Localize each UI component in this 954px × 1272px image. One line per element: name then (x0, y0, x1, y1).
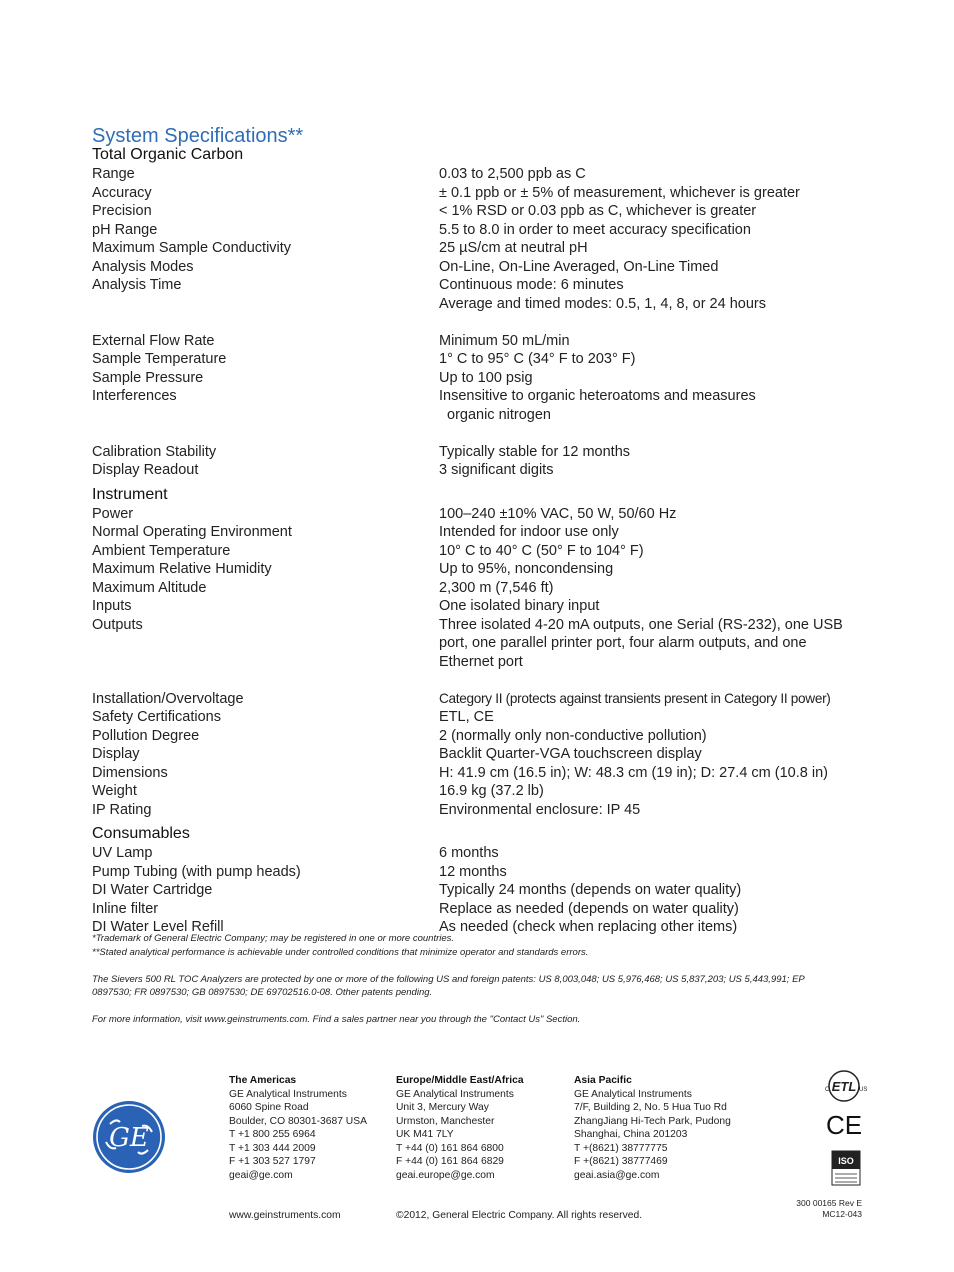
spec-value-line: Minimum 50 mL/min (439, 332, 570, 349)
spec-value (439, 690, 872, 709)
spec-label: Maximum Altitude (92, 579, 207, 596)
spec-value-line: 5.5 to 8.0 in order to meet accuracy specification (439, 221, 751, 238)
etl-us-label: US (859, 1087, 868, 1093)
spec-value (439, 276, 872, 313)
spec-value-line: 10° C to 40° C (50° F to 104° F) (439, 542, 644, 559)
address-line: ZhangJiang Hi-Tech Park, Pudong (574, 1115, 731, 1127)
spec-row (92, 461, 872, 480)
spec-value-line: 2 (normally only non-conductive pollution) (439, 727, 707, 744)
spec-row (92, 258, 872, 277)
spec-row (92, 332, 872, 351)
spec-label: Pump Tubing (with pump heads) (92, 863, 301, 880)
spec-value (439, 505, 872, 524)
section-heading-instrument: Instrument (92, 485, 168, 503)
phone-line: T +1 800 255 6964 (229, 1129, 316, 1140)
spec-row (92, 523, 872, 542)
spec-value-line: 3 significant digits (439, 462, 554, 478)
section-heading-toc: Total Organic Carbon (92, 146, 244, 163)
spec-row (92, 690, 872, 709)
spec-value-line: 12 months (439, 863, 507, 880)
spec-row (92, 560, 872, 579)
spec-value (439, 239, 872, 258)
spec-label: Sample Temperature (92, 351, 227, 367)
spec-value-line: port, one parallel printer port, four alarm outputs, and one (439, 635, 807, 651)
email-link[interactable]: geai.europe@ge.com (396, 1169, 495, 1181)
spec-value-line: 6 months (439, 845, 499, 861)
document-number (790, 1198, 862, 1220)
spec-label: Weight (92, 783, 137, 799)
spec-row (92, 184, 872, 203)
address-line: Urmston, Manchester (396, 1115, 495, 1127)
copyright-notice: ©2012, General Electric Company. All rights reserved. (396, 1210, 643, 1221)
address-line: 6060 Spine Road (229, 1102, 309, 1113)
email-link[interactable]: geai.asia@ge.com (574, 1169, 660, 1181)
etl-c-label: C (825, 1087, 830, 1093)
section-toc-rows (92, 165, 872, 480)
spec-label: pH Range (92, 221, 158, 238)
spec-value-line: Ethernet port (439, 653, 523, 670)
phone-line: T +44 (0) 161 864 6800 (396, 1142, 504, 1154)
spec-value-line: 1° C to 95° C (34° F to 203° F) (439, 351, 636, 367)
address-americas (229, 1074, 367, 1182)
spec-value-line: organic nitrogen (447, 406, 551, 423)
spec-value (439, 597, 872, 616)
spec-value-line: < 1% RSD or 0.03 ppb as C, whichever is greater (439, 203, 757, 219)
spec-value-line: On-Line, On-Line Averaged, On-Line Timed (439, 258, 719, 275)
phone-line: T +(8621) 38777775 (574, 1142, 668, 1154)
address-line: Unit 3, Mercury Way (396, 1102, 489, 1113)
spec-label: Analysis Modes (92, 258, 194, 275)
spec-label: Accuracy (92, 184, 152, 201)
spec-row (92, 221, 872, 240)
spec-row (92, 708, 872, 727)
spec-row (92, 844, 872, 863)
spec-value-line: Typically 24 months (depends on water quality) (439, 882, 742, 898)
spec-label: Ambient Temperature (92, 542, 231, 559)
fax-line: F +44 (0) 161 864 6829 (396, 1156, 504, 1167)
ce-mark-text: CE (825, 1110, 863, 1140)
spec-value (439, 616, 872, 672)
address-line: UK M41 7LY (396, 1129, 454, 1140)
spec-row (92, 745, 872, 764)
spec-value (439, 332, 872, 351)
spec-label: Dimensions (92, 764, 168, 781)
spec-row (92, 579, 872, 598)
spec-label: Interferences (92, 388, 177, 404)
spec-value-line: Up to 100 psig (439, 369, 533, 386)
spec-label: DI Water Cartridge (92, 882, 213, 898)
spec-label: Maximum Relative Humidity (92, 561, 272, 577)
address-europe (396, 1074, 524, 1182)
address-line: GE Analytical Instruments (229, 1088, 347, 1100)
spec-value (439, 764, 872, 783)
spec-row (92, 727, 872, 746)
spec-label: Range (92, 166, 135, 182)
spec-row (92, 443, 872, 462)
spec-row (92, 202, 872, 221)
spec-row (92, 165, 872, 184)
spec-value (439, 881, 872, 900)
spec-label: Outputs (92, 616, 143, 633)
spec-value (439, 202, 872, 221)
address-line: Shanghai, China 201203 (574, 1129, 688, 1140)
spec-label: Display Readout (92, 462, 199, 478)
spec-value-line: Backlit Quarter-VGA touchscreen display (439, 746, 702, 762)
spec-value (439, 844, 872, 863)
address-asia (574, 1074, 731, 1182)
spec-value-line: Insensitive to organic heteroatoms and measures (439, 388, 756, 404)
address-line: Boulder, CO 80301-3687 USA (229, 1115, 367, 1127)
spec-value-line: Intended for indoor use only (439, 524, 619, 540)
spec-value-line: 16.9 kg (37.2 lb) (439, 783, 544, 799)
spec-row (92, 900, 872, 919)
phone-line: T +1 303 444 2009 (229, 1142, 316, 1154)
spec-value (439, 863, 872, 882)
spec-row (92, 505, 872, 524)
spec-value (439, 165, 872, 184)
spec-row (92, 782, 872, 801)
spec-table (92, 145, 872, 937)
spec-value-line: Three isolated 4-20 mA outputs, one Serial (RS-232), one USB (439, 616, 843, 633)
spec-label: Maximum Sample Conductivity (92, 240, 292, 256)
trademark-note: *Trademark of General Electric Company; may be registered in one or more countries. (92, 933, 455, 944)
spec-value (439, 579, 872, 598)
footnotes (92, 932, 832, 1027)
spec-value (439, 461, 872, 480)
spec-label: Display (92, 746, 140, 762)
spec-label: Analysis Time (92, 277, 182, 293)
address-heading: Asia Pacific (574, 1075, 632, 1086)
spec-value-line: ETL, CE (439, 709, 494, 725)
spec-label: Sample Pressure (92, 369, 204, 386)
iso-mark-text: ISO (838, 1156, 854, 1166)
stated-performance-note: **Stated analytical performance is achievable under controlled conditions that minimize operator and standards errors. (92, 946, 589, 958)
ce-mark-icon (826, 1110, 862, 1138)
address-line: 7/F, Building 2, No. 5 Hua Tuo Rd (574, 1102, 727, 1113)
section-heading-consumables: Consumables (92, 825, 190, 842)
ge-logo-text: GE (109, 1123, 149, 1153)
spec-row (92, 239, 872, 258)
spec-value (439, 443, 872, 462)
spec-label: Inline filter (92, 900, 159, 917)
spec-row (92, 369, 872, 388)
svg-text:ETL: ETL (831, 1079, 857, 1094)
section-consumables-rows (92, 844, 872, 937)
spec-value (439, 523, 872, 542)
address-heading: Europe/Middle East/Africa (396, 1075, 524, 1086)
spec-value (439, 727, 872, 746)
address-line: GE Analytical Instruments (574, 1088, 692, 1100)
doc-number: 300 00165 Rev E (796, 1198, 862, 1208)
address-heading: The Americas (229, 1075, 297, 1086)
fax-line: F +(8621) 38777469 (574, 1156, 668, 1167)
spec-value-line: One isolated binary input (439, 598, 600, 614)
spec-value-line: Up to 95%, noncondensing (439, 561, 614, 577)
spec-row (92, 350, 872, 369)
section-instrument-rows (92, 505, 872, 820)
spec-value-line: Typically stable for 12 months (439, 443, 631, 460)
spec-value-line: Category II (protects against transients present in Category II power) (439, 690, 831, 706)
doc-code: MC12-043 (822, 1209, 862, 1219)
spec-row (92, 387, 872, 424)
spec-value-line: Replace as needed (depends on water quality) (439, 900, 739, 917)
spec-label: Inputs (92, 598, 132, 614)
spec-row (92, 597, 872, 616)
spec-label: Pollution Degree (92, 727, 200, 744)
spec-value (439, 387, 872, 424)
spec-value-line: As needed (check when replacing other items) (439, 919, 738, 935)
spec-value (439, 900, 872, 919)
website-link[interactable]: www.geinstruments.com (229, 1210, 341, 1221)
spec-label: Normal Operating Environment (92, 524, 292, 540)
spec-value-line: 25 µS/cm at neutral pH (439, 240, 588, 256)
etl-listed-mark-icon (822, 1068, 866, 1104)
spec-value-line: 100–240 ±10% VAC, 50 W, 50/60 Hz (439, 505, 677, 522)
iso-certified-icon (831, 1150, 861, 1186)
spec-value (439, 184, 872, 203)
patents-note: The Sievers 500 RL TOC Analyzers are protected by one or more of the following US and foreign patents: US 8,003,048; US 5,976,468; US 5,837,203; US 5,443,991; EP 0897530; FR 0897530; GB 0897530; DE 69702516.0-08. Other patents pending. (92, 973, 805, 998)
spec-value (439, 801, 872, 820)
spec-row (92, 863, 872, 882)
spec-value (439, 258, 872, 277)
spec-value (439, 221, 872, 240)
spec-value-line: Average and timed modes: 0.5, 1, 4, 8, or 24 hours (439, 295, 766, 312)
fax-line: F +1 303 527 1797 (229, 1156, 316, 1167)
spec-label: External Flow Rate (92, 332, 215, 349)
more-info-note: For more information, visit www.geinstruments.com. Find a sales partner near you through the "Contact Us" Section. (92, 1014, 581, 1025)
spec-label: Calibration Stability (92, 443, 217, 460)
spec-label: Precision (92, 203, 152, 219)
spec-row (92, 801, 872, 820)
ge-logo-icon (92, 1100, 166, 1174)
spec-value (439, 782, 872, 801)
spec-value (439, 745, 872, 764)
spec-value-line: Continuous mode: 6 minutes (439, 277, 624, 293)
email-link[interactable]: geai@ge.com (229, 1169, 293, 1181)
spec-value-line: 0.03 to 2,500 ppb as C (439, 166, 586, 182)
spec-row (92, 616, 872, 672)
spec-row (92, 764, 872, 783)
spec-value-line: ± 0.1 ppb or ± 5% of measurement, whichever is greater (439, 184, 800, 201)
spec-value (439, 560, 872, 579)
address-line: GE Analytical Instruments (396, 1088, 514, 1100)
spec-value (439, 369, 872, 388)
spec-value-line: Environmental enclosure: IP 45 (439, 801, 641, 818)
spec-row (92, 276, 872, 313)
spec-value-line: 2,300 m (7,546 ft) (439, 579, 554, 596)
spec-value (439, 542, 872, 561)
spec-row (92, 542, 872, 561)
spec-label: DI Water Level Refill (92, 919, 224, 935)
spec-value-line: H: 41.9 cm (16.5 in); W: 48.3 cm (19 in); D: 27.4 cm (10.8 in) (439, 764, 828, 781)
page-title: System Specifications** (92, 125, 304, 148)
spec-label: Power (92, 505, 134, 522)
spec-value (439, 708, 872, 727)
spec-label: Installation/Overvoltage (92, 690, 244, 707)
spec-label: Safety Certifications (92, 709, 221, 725)
spec-row (92, 881, 872, 900)
spec-label: IP Rating (92, 801, 152, 818)
spec-label: UV Lamp (92, 845, 153, 861)
spec-value (439, 350, 872, 369)
